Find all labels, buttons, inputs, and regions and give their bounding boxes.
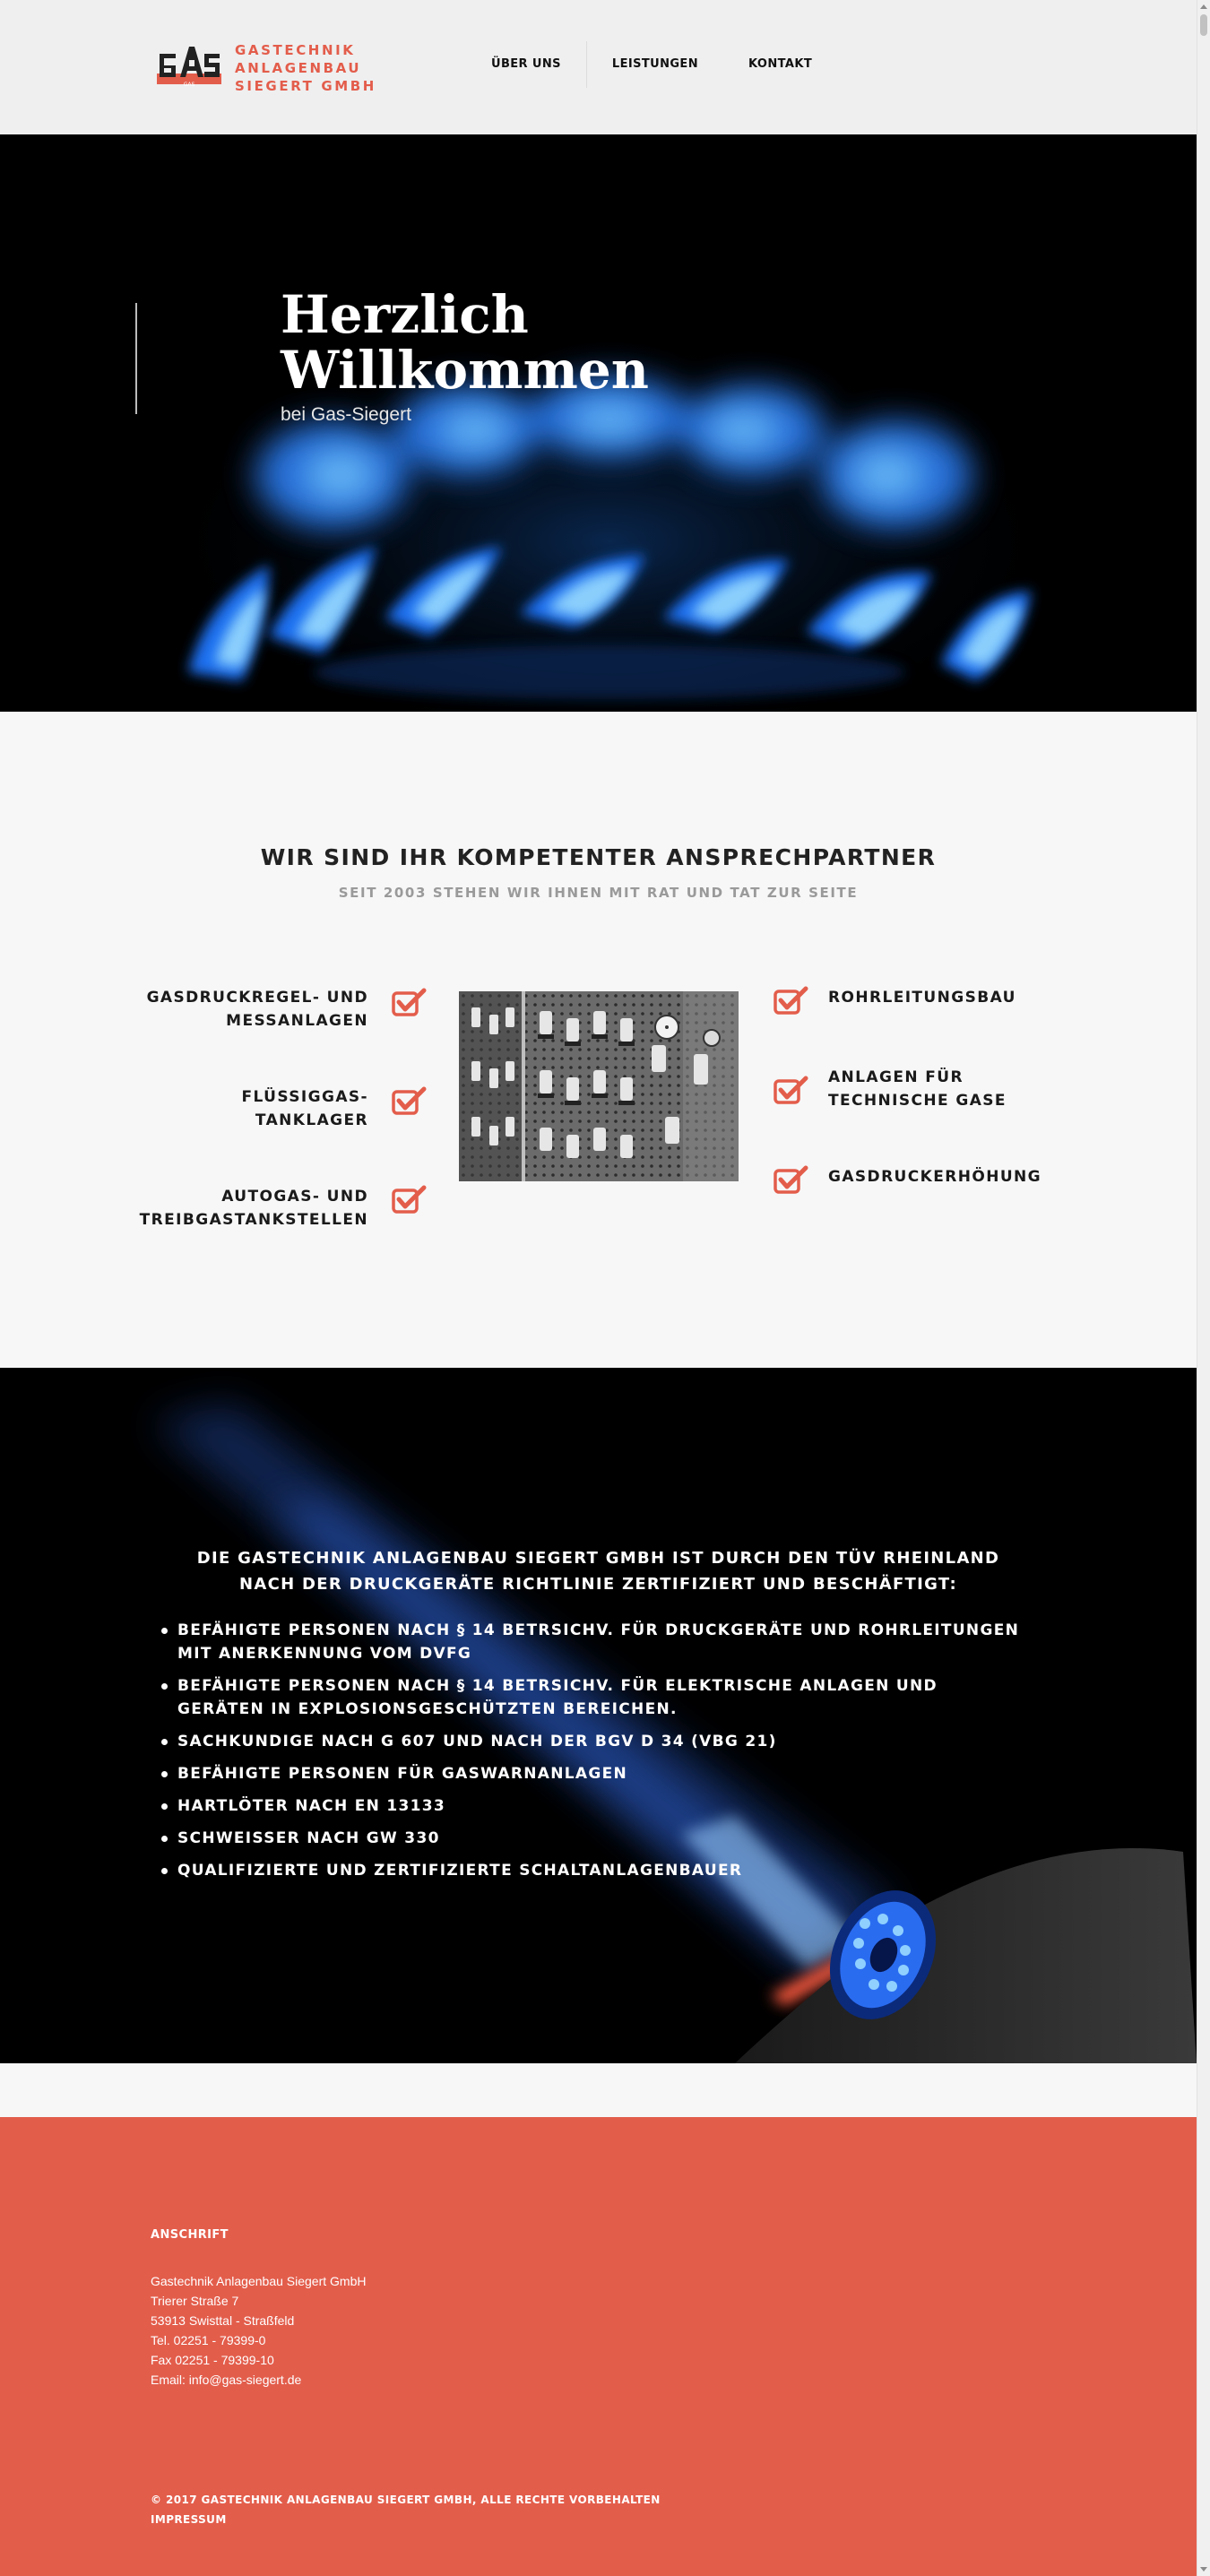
nav-leistungen[interactable]: LEISTUNGEN [611,57,698,71]
site-footer [0,2117,1197,2576]
email-link[interactable]: Email: info@gas-siegert.de [151,2373,302,2387]
checkmark-icon [391,1185,427,1215]
impressum-link[interactable]: IMPRESSUM [151,2513,227,2526]
hero-banner [0,134,1197,712]
service-item [828,1165,1041,1189]
service-item [828,1066,1007,1112]
nav-kontakt[interactable]: KONTAKT [748,57,813,71]
service-item [64,1185,368,1232]
hero-title-line: Herzlich [281,284,529,345]
main-nav [466,41,837,88]
address-block [151,2271,366,2390]
list-item: SACHKUNDIGE NACH G 607 UND NACH DER BGV D 34 (VBG 21) [177,1730,1020,1753]
service-item [64,986,368,1033]
list-item: HARTLÖTER NACH EN 13133 [177,1794,1020,1818]
hero-title-line: Willkommen [281,340,649,401]
list-item: SCHWEISSER NACH GW 330 [177,1827,1020,1850]
vertical-scrollbar[interactable] [1197,0,1210,2576]
brand-name[interactable] [235,41,376,95]
checkmark-icon [773,1165,808,1196]
hero-accent-line [135,303,137,414]
address-line: Trierer Straße 7 [151,2294,239,2308]
checkmark-icon [391,1086,427,1117]
gas-flame-image [0,134,1197,712]
services-section [0,712,1197,1368]
service-label: ANLAGEN FÜR [828,1068,964,1086]
checkmark-icon [391,988,427,1018]
services-title: WIR SIND IHR KOMPETENTER ANSPRECHPARTNER [260,844,937,870]
certification-list [177,1619,1020,1891]
list-item: BEFÄHIGTE PERSONEN NACH § 14 BETRSICHV. FÜR DRUCKGERÄTE UND ROHRLEITUNGEN MIT ANERKENNUNG VOM DVFG [177,1619,1020,1665]
nav-ueber-uns[interactable]: ÜBER UNS [491,57,561,71]
service-label: FLÜSSIGGAS- [241,1088,368,1106]
brand-line: ANLAGENBAU [235,60,362,76]
address-heading: ANSCHRIFT [151,2228,229,2242]
copyright-text: © 2017 GASTECHNIK ANLAGENBAU SIEGERT GMBH, ALLE RECHTE VORBEHALTEN [151,2494,661,2506]
list-item: BEFÄHIGTE PERSONEN FÜR GASWARNANLAGEN [177,1762,1020,1785]
list-item: BEFÄHIGTE PERSONEN NACH § 14 BETRSICHV. FÜR ELEKTRISCHE ANLAGEN UND GERÄTEN IN EXPLOSIONSGESCHÜTZTEN BEREICHEN. [177,1674,1020,1721]
service-label: ROHRLEITUNGSBAU [828,989,1016,1007]
site-header [0,0,1197,134]
service-label: AUTOGAS- UND [221,1188,368,1206]
valves-photo [459,991,739,1181]
brand-line: SIEGERT GMBH [235,78,376,94]
fax-line: Fax 02251 - 79399-10 [151,2353,274,2367]
scroll-thumb[interactable] [1200,14,1207,36]
certification-section [0,1368,1197,2063]
services-subtitle: SEIT 2003 STEHEN WIR IHNEN MIT RAT UND TAT ZUR SEITE [338,885,859,901]
company-logo[interactable] [157,47,221,88]
hero-subtitle: bei Gas-Siegert [281,404,411,425]
certification-intro: DIE GASTECHNIK ANLAGENBAU SIEGERT GMBH IST DURCH DEN TÜV RHEINLAND NACH DER DRUCKGERÄTE RICHTLINIE ZERTIFIZIERT UND BESCHÄFTIGT: [196,1549,1000,1594]
list-item: QUALIFIZIERTE UND ZERTIFIZIERTE SCHALTANLAGENBAUER [177,1859,1020,1882]
phone-line: Tel. 02251 - 79399-0 [151,2333,266,2347]
service-label: GASDRUCKERHÖHUNG [828,1168,1042,1186]
section-spacer [0,2063,1197,2117]
footer-legal [151,2490,661,2529]
service-label: TECHNISCHE GASE [828,1092,1007,1110]
address-line: 53913 Swisttal - Straßfeld [151,2313,295,2328]
checkmark-icon [773,1076,808,1106]
service-item [64,1085,368,1132]
service-item [828,986,1016,1009]
service-label: MESSANLAGEN [226,1012,368,1030]
scroll-down-arrow-icon[interactable] [1200,2567,1207,2572]
service-label: TANKLAGER [255,1111,368,1129]
service-label: TREIBGASTANKSTELLEN [139,1211,368,1229]
checkmark-icon [773,986,808,1016]
brand-line: GASTECHNIK [235,42,356,58]
svg-text:GAS: GAS [183,82,195,88]
scroll-up-arrow-icon[interactable] [1200,4,1207,9]
hero-title [281,284,649,401]
service-label: GASDRUCKREGEL- UND [146,989,368,1007]
address-line: Gastechnik Anlagenbau Siegert GmbH [151,2274,367,2288]
